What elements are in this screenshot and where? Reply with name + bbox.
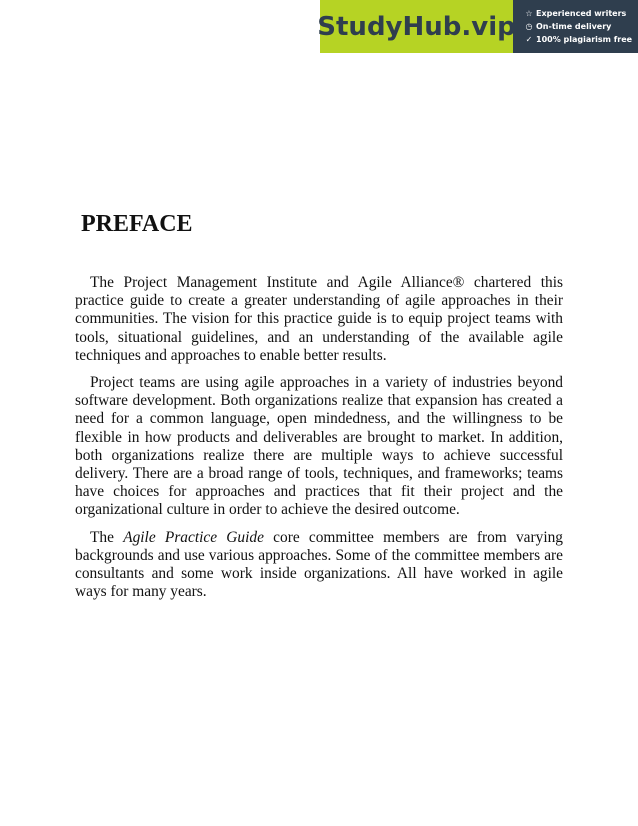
banner-features <box>513 0 638 53</box>
studyhub-logo[interactable]: StudyHub.vip <box>320 0 513 53</box>
feature-label: On-time delivery <box>536 21 612 31</box>
paragraph-1: The Project Management Institute and Agile Alliance® chartered this practice guide to create a greater understanding of agile approaches in their communities. The vision for this practice guide is to equip project teams with tools, situational guidelines, and an understanding of the available agile techniques and approaches to enable better results. <box>75 274 563 364</box>
feature-experienced-writers <box>524 8 638 20</box>
paragraph-3-after: core committee members are from varying backgrounds and use various approaches. Some of the committee members are consultants and some work inside organizations. All have worked in agile ways for many years. <box>75 528 563 601</box>
feature-plagiarism-free <box>524 34 638 46</box>
feature-label: Experienced writers <box>536 8 627 18</box>
paragraph-3 <box>75 529 563 602</box>
star-icon: ☆ <box>525 8 533 18</box>
paragraph-3-before: The <box>90 528 124 546</box>
guide-title-italic: Agile Practice Guide <box>123 528 264 546</box>
paragraph-2: Project teams are using agile approaches in a variety of industries beyond software development. Both organizations realize that expansion has created a need for a common language, open mindedness, and the willingness to be flexible in how products and deliverables are brought to market. In addition, both organizations realize there are multiple ways to achieve successful delivery. There are a broad range of tools, techniques, and frameworks; teams have choices for approaches and practices that fit their project and the organizational culture in order to achieve the desired outcome. <box>75 374 563 519</box>
document-body <box>75 274 563 610</box>
feature-label: 100% plagiarism free <box>536 34 633 44</box>
check-icon: ✓ <box>525 34 533 44</box>
page-title: PREFACE <box>81 211 193 237</box>
clock-icon: ◷ <box>525 21 533 31</box>
feature-on-time-delivery <box>524 21 638 33</box>
ad-banner[interactable] <box>317 0 638 53</box>
